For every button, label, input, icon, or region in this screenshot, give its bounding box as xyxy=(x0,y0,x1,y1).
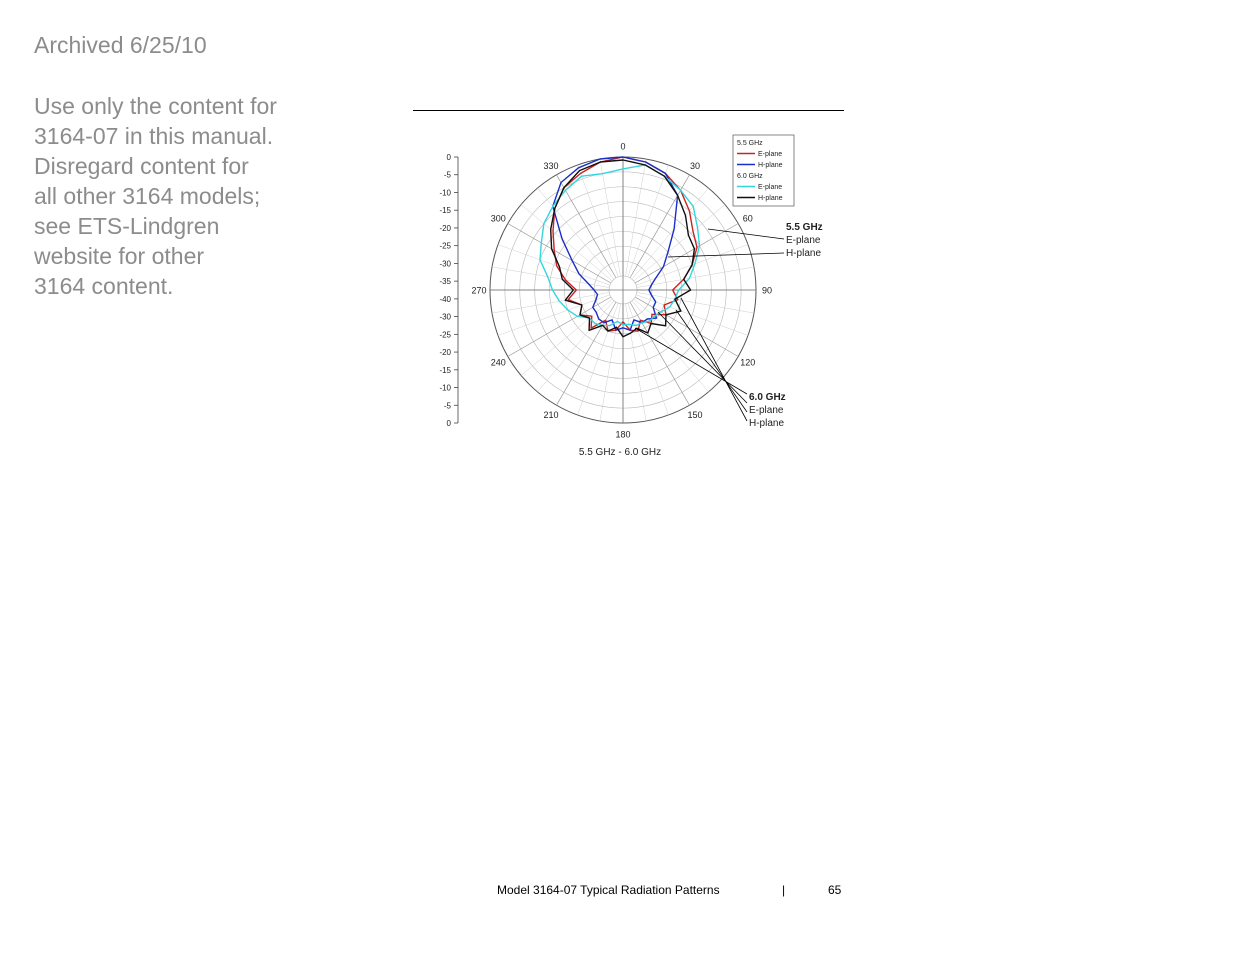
callout-leader xyxy=(658,312,747,403)
grid-spoke xyxy=(492,292,609,313)
angle-label: 210 xyxy=(543,410,559,421)
legend-item-label: E-plane xyxy=(758,151,783,158)
usage-note-line: website for other xyxy=(34,243,205,269)
angle-label: 0 xyxy=(620,141,626,152)
grid-spoke xyxy=(625,159,646,276)
scale-label: -5 xyxy=(443,170,451,180)
archive-notice xyxy=(34,30,334,301)
scale-label: -10 xyxy=(439,383,451,393)
callout-leader xyxy=(635,328,747,394)
archived-date: Archived 6/25/10 xyxy=(34,32,207,58)
scale-label: -15 xyxy=(439,365,451,375)
footer-title: Model 3164-07 Typical Radiation Patterns xyxy=(497,883,720,897)
scale-label: -30 xyxy=(439,259,451,269)
legend-group-label: 6.0 GHz xyxy=(737,173,763,180)
callout-heading: 6.0 GHz xyxy=(749,392,786,403)
usage-note xyxy=(34,91,334,301)
legend-item-label: H-plane xyxy=(758,162,783,169)
legend-group-label: 5.5 GHz xyxy=(737,140,763,147)
grid-spoke xyxy=(508,297,611,357)
callout-leader xyxy=(676,310,747,412)
callout-label: E-plane xyxy=(749,405,784,416)
grid-spoke xyxy=(508,224,611,284)
usage-note-line: 3164-07 in this manual. xyxy=(34,123,274,149)
scale-label: -15 xyxy=(439,206,451,216)
scale-label: -35 xyxy=(439,277,451,287)
callout-leader xyxy=(681,298,747,421)
chart-legend xyxy=(733,135,794,206)
angle-label: 180 xyxy=(615,429,631,440)
angle-label: 60 xyxy=(742,213,753,224)
scale-label: -40 xyxy=(439,294,451,304)
usage-note-line: all other 3164 models; xyxy=(34,183,261,209)
callout-label: H-plane xyxy=(786,248,822,259)
radiation-pattern-chart xyxy=(413,130,844,470)
polar-grid xyxy=(490,157,756,423)
legend-item-label: E-plane xyxy=(758,184,783,191)
callout-heading: 5.5 GHz xyxy=(786,222,823,233)
scale-label: -25 xyxy=(439,330,451,340)
usage-note-line: 3164 content. xyxy=(34,273,174,299)
grid-spoke xyxy=(600,159,621,276)
angle-label: 150 xyxy=(687,410,703,421)
scale-label: -20 xyxy=(439,223,451,233)
page-number: 65 xyxy=(828,883,842,897)
header-rule xyxy=(413,110,844,111)
scale-label: -5 xyxy=(443,401,451,411)
angle-label: 270 xyxy=(471,285,487,296)
usage-note-line: Disregard content for xyxy=(34,153,249,179)
footer-separator: | xyxy=(782,883,786,897)
usage-note-line: Use only the content for xyxy=(34,93,277,119)
scale-label: -30 xyxy=(439,312,451,322)
angle-labels xyxy=(471,142,772,440)
angle-label: 330 xyxy=(543,160,559,171)
angle-label: 90 xyxy=(761,285,773,296)
radial-scale xyxy=(439,153,458,428)
grid-spoke xyxy=(637,267,754,288)
angle-label: 240 xyxy=(490,357,506,368)
scale-label: -25 xyxy=(439,241,451,251)
callout-label: H-plane xyxy=(749,418,785,429)
scale-label: 0 xyxy=(446,419,451,428)
grid-spoke xyxy=(630,302,690,405)
angle-label: 120 xyxy=(740,357,756,368)
scale-label: -20 xyxy=(439,348,451,358)
usage-note-line: see ETS-Lindgren xyxy=(34,213,220,239)
scale-label: 0 xyxy=(446,153,451,162)
page-footer xyxy=(0,883,1235,899)
scale-label: -10 xyxy=(439,188,451,198)
angle-label: 300 xyxy=(490,213,506,224)
chart-title: 5.5 GHz - 6.0 GHz xyxy=(578,447,662,458)
legend-item-label: H-plane xyxy=(758,195,783,202)
angle-label: 30 xyxy=(689,160,701,171)
callout-label: E-plane xyxy=(786,235,821,246)
